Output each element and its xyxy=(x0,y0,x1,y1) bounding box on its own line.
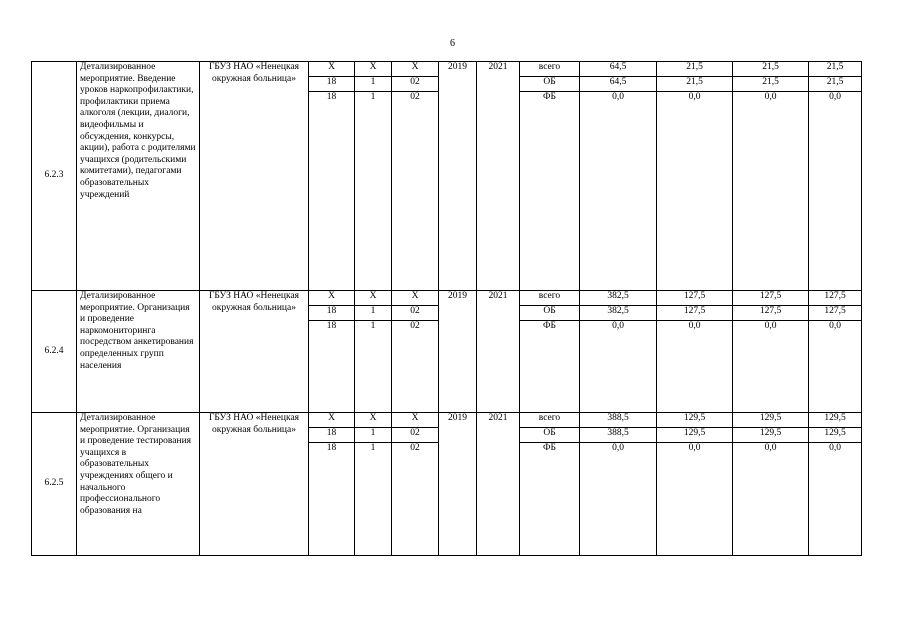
funding-value: 127,5 xyxy=(809,291,862,306)
budget-code-cell: Х xyxy=(309,413,355,428)
funding-source: ФБ xyxy=(520,321,580,413)
budget-code-cell: 1 xyxy=(355,321,392,413)
row-code: 6.2.3 xyxy=(32,62,77,291)
row-description: Детализированное мероприятие. Организация и проведение наркомониторинга посредством анкетирования определенных групп населения xyxy=(77,291,200,413)
row-description: Детализированное мероприятие. Организация и проведение тестирования учащихся в образовательных учреждениях общего и начального профессионального образования на xyxy=(77,413,200,556)
year-end: 2021 xyxy=(477,413,520,556)
budget-code-cell: 02 xyxy=(392,443,439,556)
budget-code-cell: 1 xyxy=(355,428,392,443)
budget-code-cell: 02 xyxy=(392,321,439,413)
funding-value: 0,0 xyxy=(733,443,809,556)
budget-code-cell: 18 xyxy=(309,428,355,443)
funding-value: 129,5 xyxy=(733,428,809,443)
budget-code-cell: 1 xyxy=(355,77,392,92)
table-row xyxy=(32,291,862,306)
funding-source: всего xyxy=(520,291,580,306)
funding-value: 129,5 xyxy=(733,413,809,428)
budget-code-cell: 1 xyxy=(355,306,392,321)
funding-value: 0,0 xyxy=(580,443,657,556)
budget-code-cell: 1 xyxy=(355,443,392,556)
budget-code-cell: 02 xyxy=(392,92,439,291)
funding-value: 21,5 xyxy=(809,77,862,92)
budget-code-cell: Х xyxy=(309,62,355,77)
funding-source: ОБ xyxy=(520,77,580,92)
year-start: 2019 xyxy=(439,413,477,556)
row-code: 6.2.5 xyxy=(32,413,77,556)
funding-value: 127,5 xyxy=(733,291,809,306)
row-code: 6.2.4 xyxy=(32,291,77,413)
funding-source: всего xyxy=(520,413,580,428)
funding-value: 127,5 xyxy=(657,291,733,306)
budget-code-cell: Х xyxy=(392,291,439,306)
budget-code-cell: 18 xyxy=(309,321,355,413)
budget-code-cell: Х xyxy=(355,413,392,428)
budget-code-cell: 18 xyxy=(309,306,355,321)
budget-code-cell: Х xyxy=(309,291,355,306)
page-number: 6 xyxy=(450,38,455,49)
funding-value: 0,0 xyxy=(657,443,733,556)
funding-value: 21,5 xyxy=(809,62,862,77)
funding-value: 64,5 xyxy=(580,77,657,92)
budget-code-cell: Х xyxy=(392,413,439,428)
funding-value: 382,5 xyxy=(580,291,657,306)
funding-source: всего xyxy=(520,62,580,77)
funding-value: 127,5 xyxy=(657,306,733,321)
funding-value: 129,5 xyxy=(657,428,733,443)
funding-value: 129,5 xyxy=(809,413,862,428)
funding-value: 0,0 xyxy=(657,92,733,291)
funding-value: 21,5 xyxy=(733,77,809,92)
row-description: Детализированное мероприятие. Введение уроков наркопрофилактики, профилактики приема алкоголя (лекции, диалоги, видеофильмы и обсуждения, конкурсы, акции), работа с родителями учащихся (родительскими комитетами), педагогами образовательных учреждений xyxy=(77,62,200,291)
funding-value: 0,0 xyxy=(809,443,862,556)
budget-code-cell: Х xyxy=(355,291,392,306)
year-start: 2019 xyxy=(439,62,477,291)
funding-source: ФБ xyxy=(520,443,580,556)
budget-code-cell: 02 xyxy=(392,306,439,321)
funding-value: 0,0 xyxy=(809,92,862,291)
budget-code-cell: 1 xyxy=(355,92,392,291)
funding-value: 0,0 xyxy=(809,321,862,413)
funding-value: 0,0 xyxy=(657,321,733,413)
table-row xyxy=(32,62,862,77)
budget-code-cell: 18 xyxy=(309,77,355,92)
funding-value: 64,5 xyxy=(580,62,657,77)
funding-source: ФБ xyxy=(520,92,580,291)
budget-code-cell: 02 xyxy=(392,77,439,92)
year-start: 2019 xyxy=(439,291,477,413)
program-table xyxy=(31,61,862,556)
budget-code-cell: 18 xyxy=(309,443,355,556)
budget-code-cell: Х xyxy=(392,62,439,77)
year-end: 2021 xyxy=(477,62,520,291)
funding-value: 388,5 xyxy=(580,413,657,428)
funding-value: 0,0 xyxy=(733,92,809,291)
funding-value: 21,5 xyxy=(657,77,733,92)
row-organization: ГБУЗ НАО «Ненецкая окружная больница» xyxy=(200,291,309,413)
funding-value: 127,5 xyxy=(733,306,809,321)
row-organization: ГБУЗ НАО «Ненецкая окружная больница» xyxy=(200,62,309,291)
funding-value: 129,5 xyxy=(657,413,733,428)
budget-code-cell: 02 xyxy=(392,428,439,443)
funding-source: ОБ xyxy=(520,306,580,321)
budget-code-cell: Х xyxy=(355,62,392,77)
funding-value: 21,5 xyxy=(733,62,809,77)
funding-value: 0,0 xyxy=(580,321,657,413)
funding-value: 388,5 xyxy=(580,428,657,443)
funding-value: 127,5 xyxy=(809,306,862,321)
funding-value: 21,5 xyxy=(657,62,733,77)
funding-value: 382,5 xyxy=(580,306,657,321)
funding-value: 129,5 xyxy=(809,428,862,443)
funding-value: 0,0 xyxy=(733,321,809,413)
funding-value: 0,0 xyxy=(580,92,657,291)
funding-source: ОБ xyxy=(520,428,580,443)
budget-code-cell: 18 xyxy=(309,92,355,291)
year-end: 2021 xyxy=(477,291,520,413)
row-organization: ГБУЗ НАО «Ненецкая окружная больница» xyxy=(200,413,309,556)
table-row xyxy=(32,413,862,428)
